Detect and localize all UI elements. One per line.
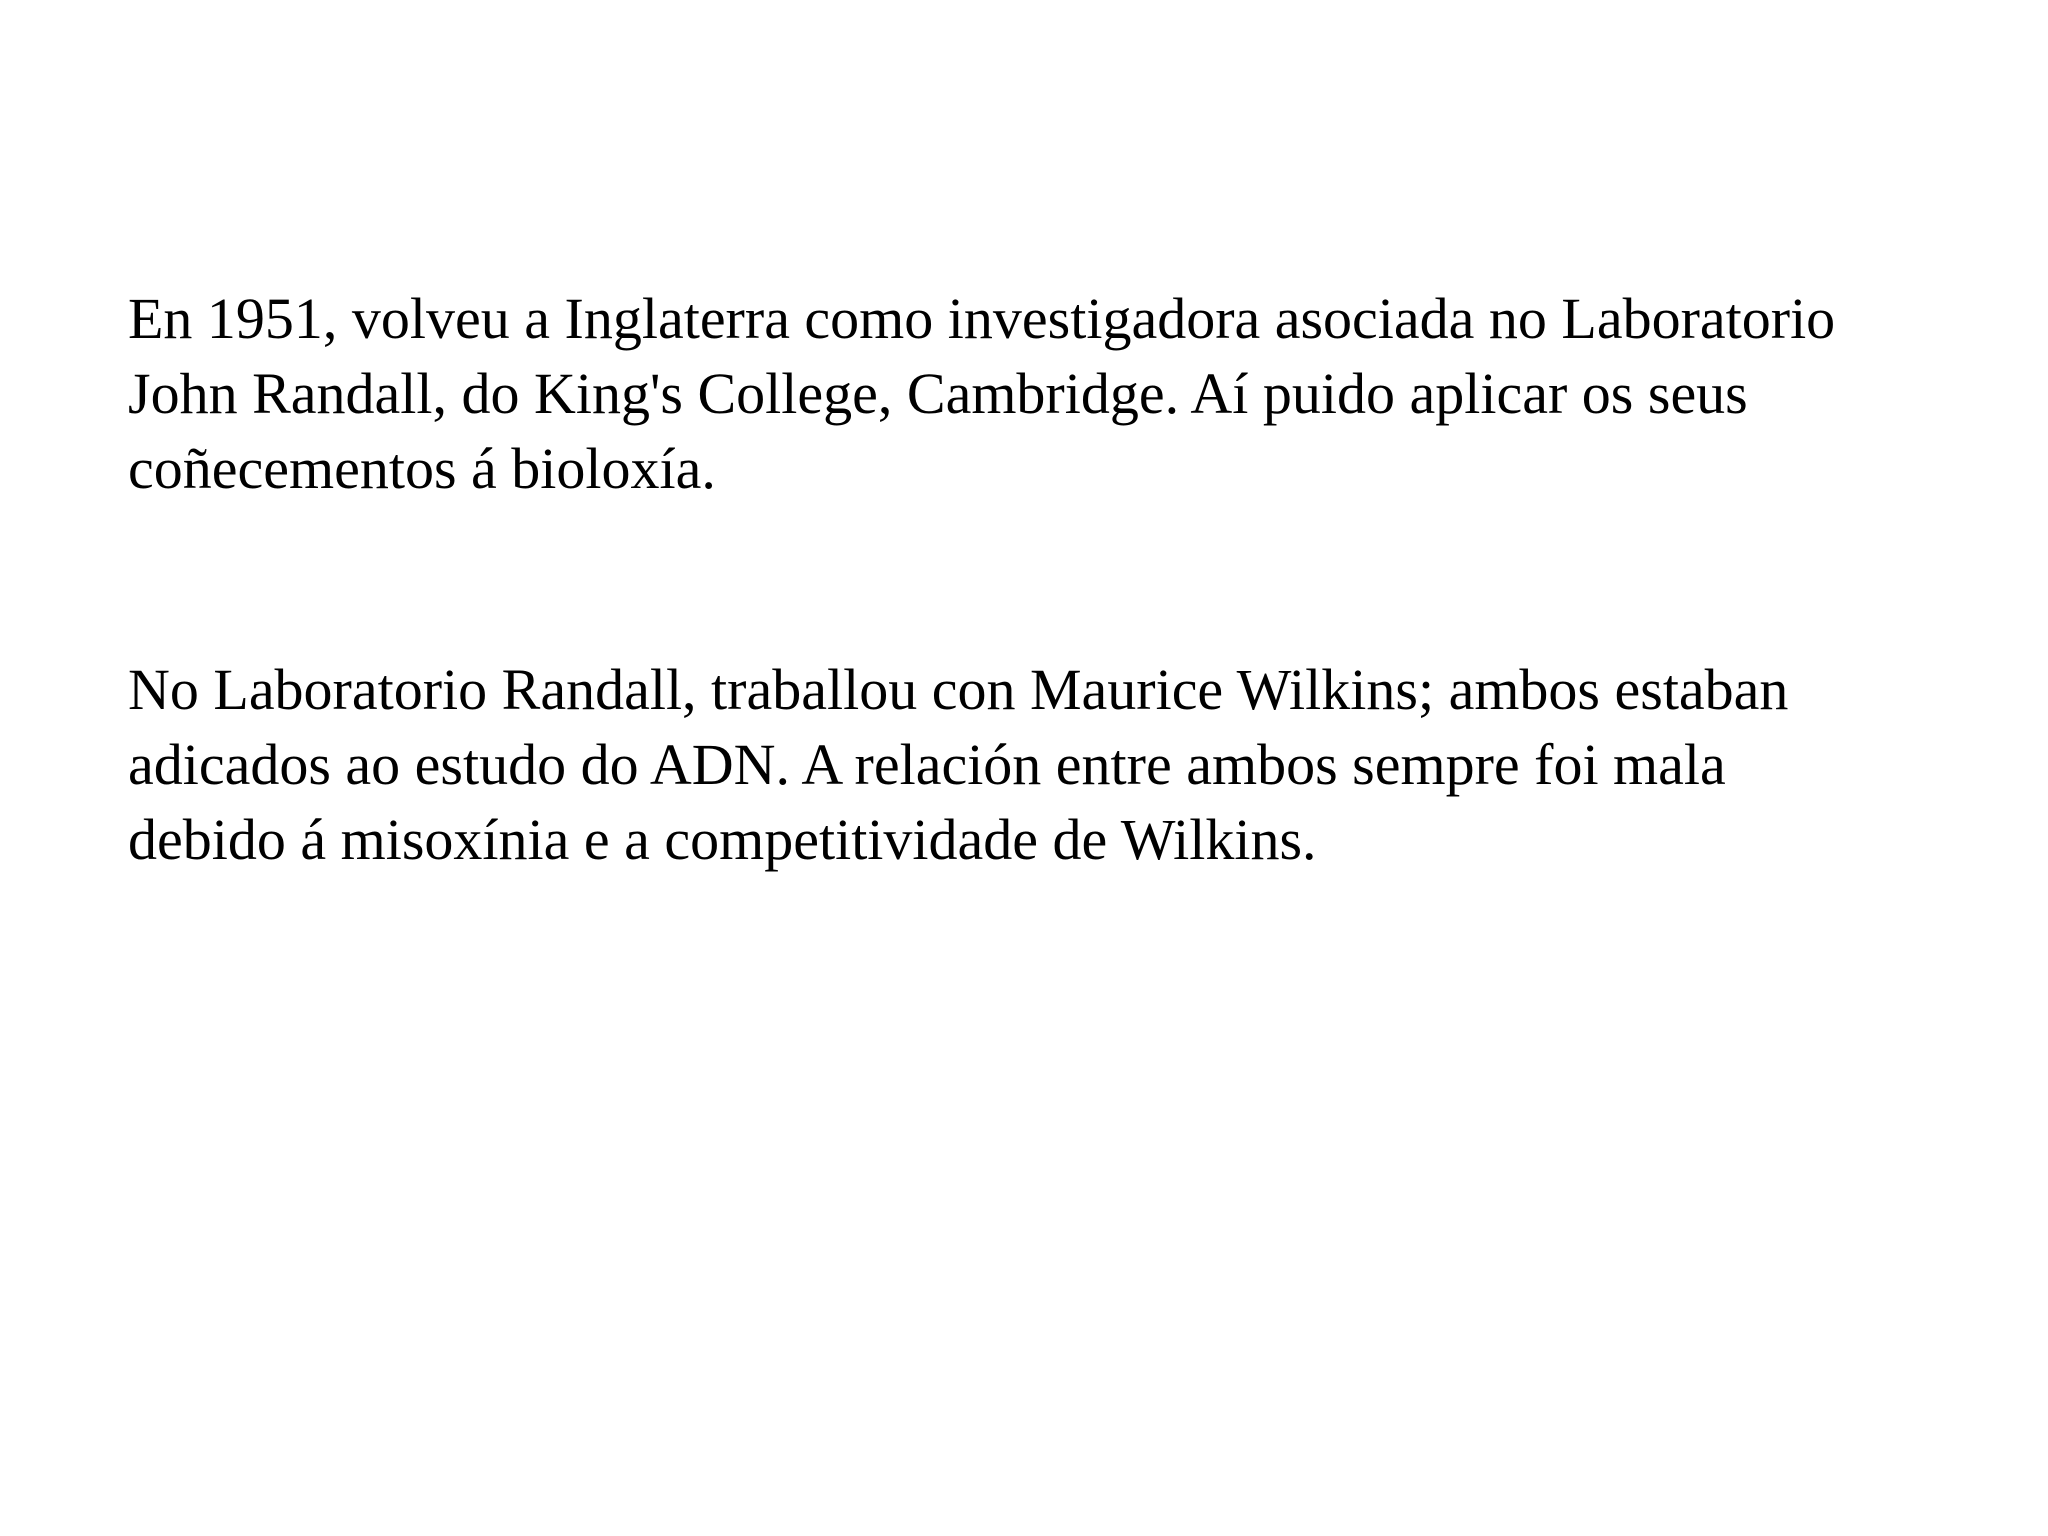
- paragraph-1951-randall-lab: En 1951, volveu a Inglaterra como investigadora asociada no Laboratorio John Randall, do King's College, Cambridge. Aí puido aplicar os seus coñecementos á bioloxía.: [128, 286, 1836, 501]
- paragraph-wilkins-dna: No Laboratorio Randall, traballou con Maurice Wilkins; ambos estaban adicados ao estudo do ADN. A relación entre ambos sempre foi mala debido á misoxínia e a competitividade de Wilkins.: [128, 657, 1789, 872]
